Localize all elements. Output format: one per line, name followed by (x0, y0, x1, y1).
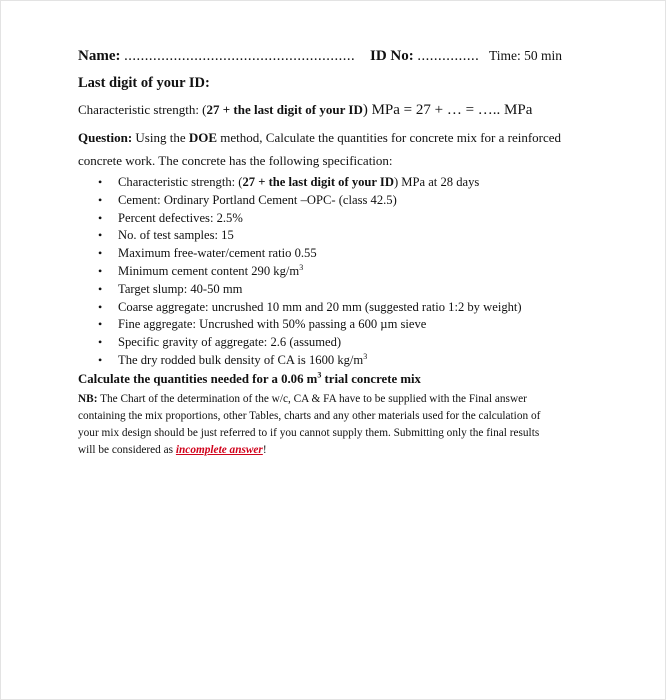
bullet-icon: • (98, 210, 103, 225)
bullet-icon: • (98, 175, 103, 189)
nb-line-1: NB: The Chart of the determination of the w/c, CA & FA have to be supplied with the Final answer (78, 392, 527, 405)
list-item: • Maximum free-water/cement ratio 0.55 (78, 245, 578, 263)
list-item: • Characteristic strength: (27 + the last digit of your ID) MPa at 28 days (78, 174, 578, 192)
id-field (370, 44, 479, 68)
specification-list (78, 174, 578, 370)
calculate-instruction: Calculate the quantities needed for a 0.06 $m^3$ trial concrete mix (78, 370, 421, 386)
list-item: • The dry rodded bulk density of CA is 1600 $kg/m^3$ (78, 352, 578, 370)
list-item: • Coarse aggregate: uncrushed 10 mm and 20 mm (suggested ratio 1:2 by weight) (78, 299, 578, 317)
question-label: Question: (78, 130, 133, 145)
bullet-icon: • (98, 335, 103, 350)
char-strength-bold: 27 + the last digit of your ID (206, 102, 363, 117)
name-field (78, 44, 355, 68)
bullet-icon: • (98, 317, 103, 332)
bullet-icon: • (98, 228, 103, 243)
bullet-icon: • (98, 192, 103, 207)
bullet-icon: • (98, 352, 103, 367)
question-text-a: Using the (132, 130, 189, 145)
id-label: ID No: (370, 48, 414, 64)
question-line-1 (78, 126, 578, 149)
list-item: • Fine aggregate: Uncrushed with 50% passing a 600 µm sieve (78, 316, 578, 334)
time-limit: Time: 50 min (489, 48, 563, 63)
incomplete-answer-warning: incomplete answer (175, 443, 263, 456)
bullet-icon: • (98, 281, 103, 296)
nb-line-4: will be considered as incomplete answer! (78, 443, 267, 456)
list-item: • Percent defectives: 2.5% (78, 210, 578, 228)
characteristic-strength-line (78, 98, 578, 122)
question-method: DOE (188, 130, 218, 145)
exam-document (78, 44, 578, 459)
nb-line-2: containing the mix proportions, other Tables, charts and any other materials used for the calculation of (78, 409, 541, 422)
name-label: Name: (78, 48, 121, 64)
nb-line-3: your mix design should be just referred to if you cannot supply them. Submitting only the final results (78, 426, 540, 439)
list-item: • Specific gravity of aggregate: 2.6 (assumed) (78, 334, 578, 352)
nb-note (78, 391, 574, 459)
last-digit-heading: Last digit of your ID: (78, 75, 210, 91)
bullet-icon: • (98, 246, 103, 261)
char-strength-suffix: ) MPa = 27 + … = ….. MPa (362, 102, 533, 118)
list-item: • Target slump: 40-50 mm (78, 281, 578, 299)
name-dots: ........................................................ (124, 48, 356, 64)
bullet-icon: • (98, 299, 103, 314)
list-item: • No. of test samples: 15 (78, 227, 578, 245)
id-dots: ............... (417, 48, 480, 64)
bullet-icon: • (98, 263, 103, 278)
char-strength-prefix: Characteristic strength: ( (78, 102, 207, 117)
header-line (78, 44, 578, 68)
question-line-2: concrete work. The concrete has the following specification: (78, 153, 393, 168)
list-item: • Minimum cement content 290 $kg/m^3$ (78, 263, 578, 281)
list-item: • Cement: Ordinary Portland Cement –OPC- (class 42.5) (78, 192, 578, 210)
nb-label: NB: (78, 392, 98, 405)
question-text-b: method, Calculate the quantities for concrete mix for a reinforced (217, 130, 562, 145)
